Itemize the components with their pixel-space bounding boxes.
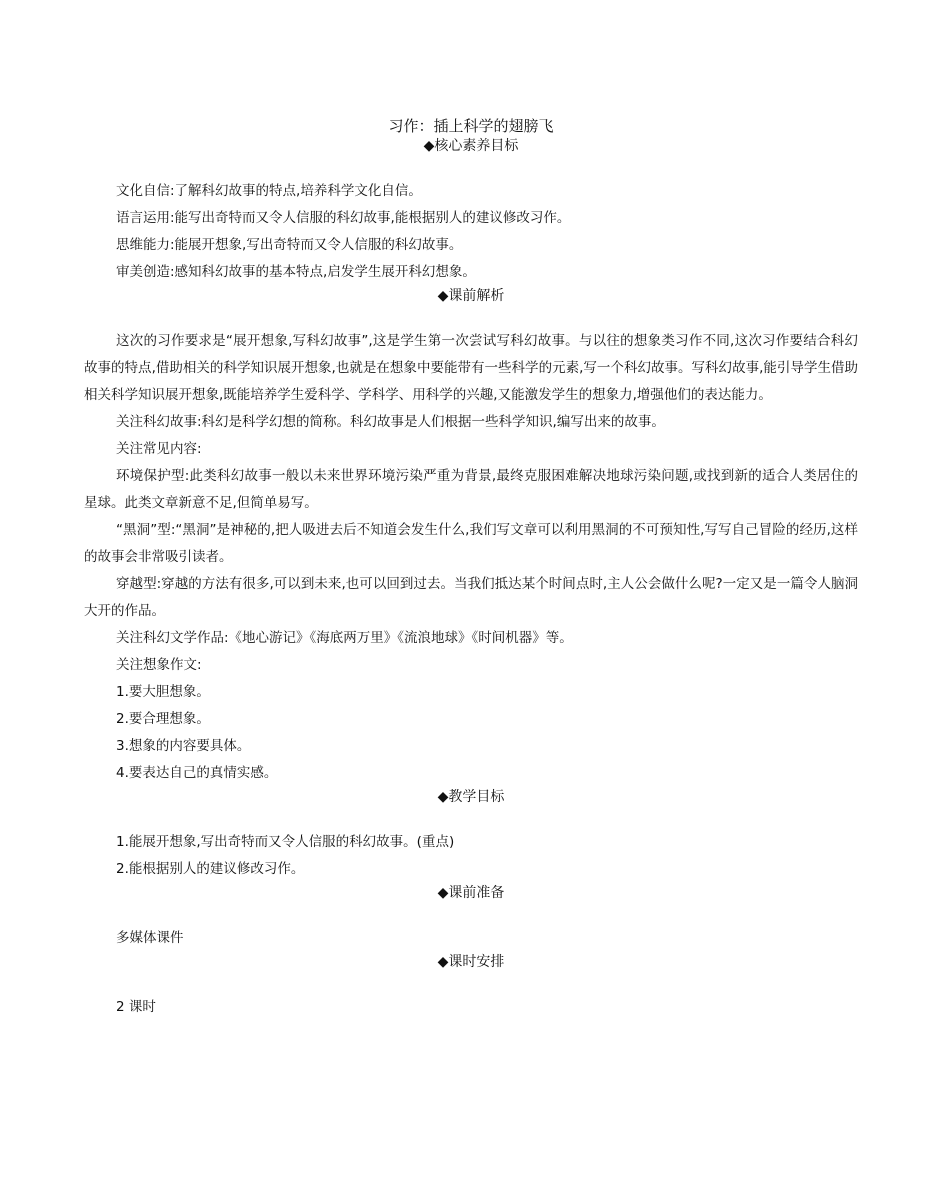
core-goal-line: 思维能力:能展开想象,写出奇特而又令人信服的科幻故事。 — [116, 237, 463, 253]
analysis-paragraph: 关注科幻故事:科幻是科学幻想的简称。科幻故事是人们根据一些科学知识,编写出来的故事。 — [116, 414, 665, 430]
section-heading-core-goals: ◆核心素养目标 — [423, 138, 519, 154]
section-spacer — [84, 807, 858, 829]
teaching-goal-line: 1.能展开想象,写出奇特而又令人信服的科幻故事。(重点) — [116, 834, 455, 850]
section-spacer — [84, 972, 858, 994]
section-heading-analysis: ◆课前解析 — [437, 288, 505, 304]
section-spacer — [84, 156, 858, 178]
analysis-paragraph: 环境保护型:此类科幻故事一般以未来世界环境污染严重为背景,最终克服困难解决地球污染问题,或找到新的适合人类居住的星球。此类文章新意不足,但简单易写。 — [84, 468, 858, 511]
analysis-list-item: 4.要表达自己的真情实感。 — [116, 765, 278, 781]
teaching-goal-line: 2.能根据别人的建议修改习作。 — [116, 861, 305, 877]
analysis-list-item: 2.要合理想象。 — [116, 711, 210, 727]
analysis-paragraph: 关注想象作文: — [116, 657, 202, 673]
section-spacer — [84, 306, 858, 328]
core-goal-line: 语言运用:能写出奇特而又令人信服的科幻故事,能根据别人的建议修改习作。 — [116, 210, 571, 226]
analysis-list-item: 1.要大胆想象。 — [116, 684, 210, 700]
core-goal-line: 文化自信:了解科幻故事的特点,培养科学文化自信。 — [116, 183, 422, 199]
analysis-paragraph: 这次的习作要求是“展开想象,写科幻故事”,这是学生第一次尝试写科幻故事。与以往的想象类习作不同,这次习作要结合科幻故事的特点,借助相关的科学知识展开想象,也就是在想象中要能带有一些科学的元素,写一个科幻故事。写科幻故事,能引导学生借助相关科学知识展开想象,既能培养学生爱科学、学科学、用科学的兴趣,又能激发学生的想象力,增强他们的表达能力。 — [84, 333, 858, 403]
page-title: 习作：插上科学的翅膀飞 — [388, 117, 554, 135]
analysis-paragraph: 关注常见内容: — [116, 441, 202, 457]
section-heading-preparation: ◆课前准备 — [437, 885, 505, 901]
analysis-paragraph: 穿越型:穿越的方法有很多,可以到未来,也可以回到过去。当我们抵达某个时间点时,主人公会做什么呢?一定又是一篇令人脑洞大开的作品。 — [84, 576, 858, 619]
section-heading-schedule: ◆课时安排 — [437, 954, 505, 970]
document-page — [84, 116, 858, 1021]
preparation-line: 多媒体课件 — [116, 930, 184, 946]
schedule-line: 2 课时 — [116, 999, 156, 1015]
section-heading-teaching-goals: ◆教学目标 — [437, 789, 505, 805]
analysis-list-item: 3.想象的内容要具体。 — [116, 738, 251, 754]
section-spacer — [84, 903, 858, 925]
analysis-paragraph: 关注科幻文学作品:《地心游记》《海底两万里》《流浪地球》《时间机器》等。 — [116, 630, 573, 646]
analysis-paragraph: “黑洞”型:“黑洞”是神秘的,把人吸进去后不知道会发生什么,我们写文章可以利用黑洞的不可预知性,写写自己冒险的经历,这样的故事会非常吸引读者。 — [84, 522, 858, 565]
core-goal-line: 审美创造:感知科幻故事的基本特点,启发学生展开科幻想象。 — [116, 264, 476, 280]
